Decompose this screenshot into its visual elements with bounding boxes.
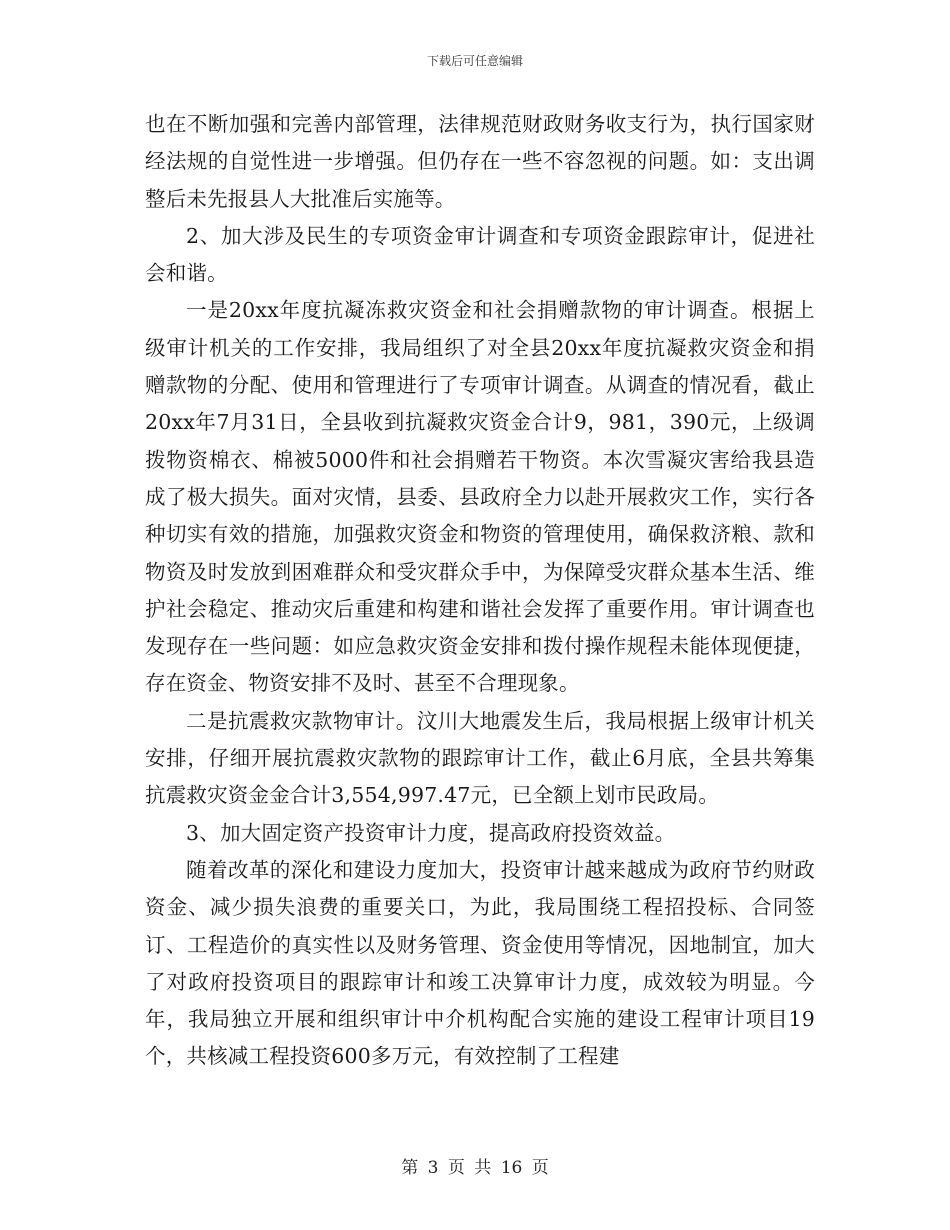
paragraph-section-3-heading: 3、加大固定资产投资审计力度，提高政府投资效益。 (186, 820, 676, 845)
paragraph-relief-fund-audit: 一是20xx年度抗凝冻救灾资金和社会捐赠款物的审计调查。根据上级审计机关的工作安排，我局组织了对全县20xx年度抗凝救灾资金和捐赠款物的分配、使用和管理进行了专项审计调查。从调查的情况看，截止20xx年7月31日，全县收到抗凝救灾资金合计9，981，390元，上级调拨物资棉衣、棉被5000件和社会捐赠若干物资。本次雪凝灾害给我县造成了极大损失。面对灾情，县委、县政府全力以赴开展救灾工作，实行各种切实有效的措施，加强救灾资金和物资的管理使用，确保救济粮、款和物资及时发放到困难群众和受灾群众手中，为保障受灾群众基本生活、维护社会稳定、推动灾后重建和构建和谐社会发挥了重要作用。审计调查也发现存在一些问题：如应急救灾资金安排和拨付操作规程未能体现便捷，存在资金、物资安排不及时、甚至不合理现象。 (145, 298, 815, 696)
paragraph-section-2-heading: 2、加大涉及民生的专项资金审计调查和专项资金跟踪审计，促进社会和谐。 (145, 223, 815, 286)
paragraph-investment-audit: 随着改革的深化和建设力度加大，投资审计越来越成为政府节约财政资金、减少损失浪费的重要关口，为此，我局围绕工程招投标、合同签订、工程造价的真实性以及财务管理、资金使用等情况，因地制宜，加大了对政府投资项目的跟踪审计和竣工决算审计力度，成效较为明显。今年，我局独立开展和组织审计中介机构配合实施的建设工程审计项目19个，共核减工程投资600多万元，有效控制了工程建 (145, 857, 815, 1069)
paragraph-earthquake-audit: 二是抗震救灾款物审计。汶川大地震发生后，我局根据上级审计机关安排，仔细开展抗震救灾款物的跟踪审计工作，截止6月底，全县共筹集抗震救灾资金金合计3,554,997.47元，已全额上划市民政局。 (145, 708, 815, 808)
page-number-footer: 第 3 页 共 16 页 (401, 1158, 549, 1178)
document-body (145, 106, 815, 1076)
paragraph-continued: 也在不断加强和完善内部管理，法律规范财政财务收支行为，执行国家财经法规的自觉性进一步增强。但仍存在一些不容忽视的问题。如：支出调整后未先报县人大批准后实施等。 (145, 112, 815, 211)
page-header: 下载后可任意编辑 (426, 54, 523, 68)
